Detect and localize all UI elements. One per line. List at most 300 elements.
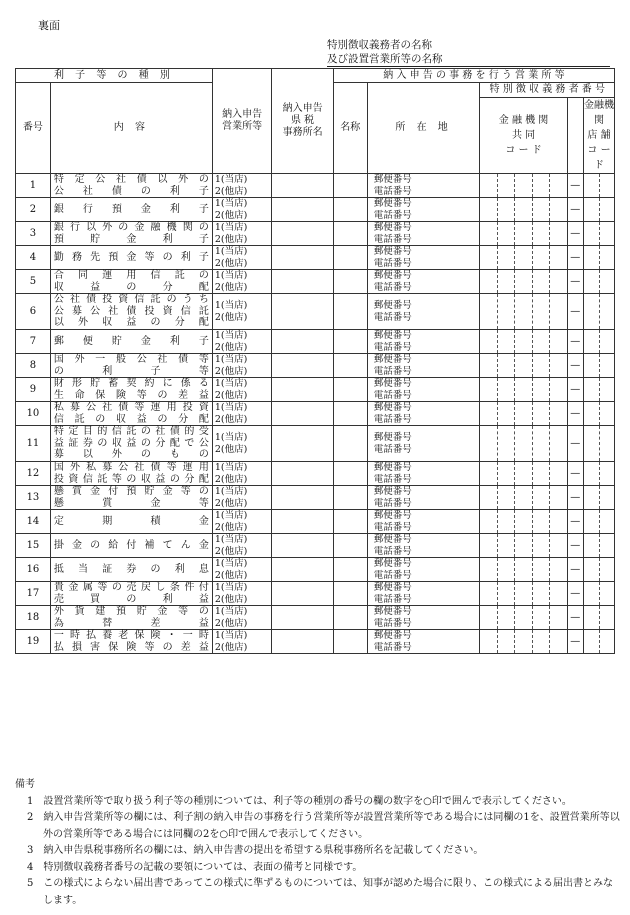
- bank-common-code-digit[interactable]: [515, 630, 532, 654]
- row-number: 2: [16, 198, 51, 222]
- bank-branch-code-digit[interactable]: [584, 330, 600, 354]
- office-name-cell[interactable]: [333, 534, 367, 558]
- office-name-cell[interactable]: [333, 174, 367, 198]
- bank-common-code-digit[interactable]: [515, 354, 532, 378]
- tax-office-cell[interactable]: [272, 606, 334, 630]
- filing-office-cell[interactable]: 1(当店) 2(他店): [212, 486, 271, 510]
- bank-common-code-digit[interactable]: [515, 174, 532, 198]
- bank-branch-code-digit[interactable]: [600, 426, 615, 462]
- bank-branch-code-digit[interactable]: [600, 534, 615, 558]
- row-content: 勤務先預金等の利子: [50, 246, 212, 270]
- bank-common-code-digit[interactable]: [532, 582, 549, 606]
- tax-office-cell[interactable]: [272, 558, 334, 582]
- row-content: 一時払養老保険・一時 払損害保険等の差益: [50, 630, 212, 654]
- row-content: 外 貨 建 預 貯 金 等 の 為 替 差 益: [50, 606, 212, 630]
- code-separator: —: [567, 606, 583, 630]
- table-row: [16, 486, 615, 510]
- bank-common-code-digit[interactable]: [497, 198, 514, 222]
- bank-common-code-digit[interactable]: [515, 198, 532, 222]
- agent-office-label: 及び設置営業所等の名称: [327, 53, 610, 68]
- bank-branch-code-digit[interactable]: [584, 582, 600, 606]
- bank-branch-code-digit[interactable]: [584, 558, 600, 582]
- office-name-cell[interactable]: [333, 486, 367, 510]
- row-number: 5: [16, 270, 51, 294]
- bank-common-code-digit[interactable]: [480, 402, 497, 426]
- bank-branch-code-digit[interactable]: [600, 174, 615, 198]
- row-content: 掛金の給付補てん金: [50, 534, 212, 558]
- table-row: [16, 426, 615, 462]
- row-number: 6: [16, 294, 51, 330]
- bank-branch-code-digit[interactable]: [584, 630, 600, 654]
- code-separator: —: [567, 534, 583, 558]
- tax-office-cell[interactable]: [272, 462, 334, 486]
- bank-branch-code-digit[interactable]: [584, 426, 600, 462]
- row-number: 16: [16, 558, 51, 582]
- table-row: [16, 330, 615, 354]
- bank-common-code-digit[interactable]: [550, 558, 567, 582]
- bank-common-code-digit[interactable]: [480, 354, 497, 378]
- bank-common-code-digit[interactable]: [515, 222, 532, 246]
- bank-common-code-digit[interactable]: [515, 510, 532, 534]
- location-cell[interactable]: 郵便番号 電話番号: [367, 462, 480, 486]
- code-separator: —: [567, 486, 583, 510]
- bank-branch-code-digit[interactable]: [600, 198, 615, 222]
- bank-branch-code-digit[interactable]: [600, 294, 615, 330]
- note-item: 2 納入申告営業所等の欄には、利子割の納入申告の事務を行う営業所等が設置営業所等である場合には同欄の1を、設置営業所等以外の営業所等である場合には同欄の2を○印で囲んで表示してください。: [27, 812, 620, 840]
- bank-common-code-digit[interactable]: [480, 270, 497, 294]
- bank-branch-code-digit[interactable]: [600, 462, 615, 486]
- table-row: [16, 630, 615, 654]
- row-content: 銀 行 預 金 利 子: [50, 198, 212, 222]
- bank-common-code-digit[interactable]: [497, 294, 514, 330]
- row-content: 郵 便 貯 金 利 子: [50, 330, 212, 354]
- filing-office-cell[interactable]: 1(当店) 2(他店): [212, 630, 271, 654]
- location-cell[interactable]: 郵便番号 電話番号: [367, 486, 480, 510]
- office-group-header: 納 入 申 告 の 事 務 を 行 う 営 業 所 等: [333, 69, 614, 83]
- bank-common-code-digit[interactable]: [550, 174, 567, 198]
- bank-common-code-digit[interactable]: [550, 582, 567, 606]
- bank-common-code-digit[interactable]: [515, 270, 532, 294]
- bank-common-code-digit[interactable]: [480, 198, 497, 222]
- code-separator: —: [567, 558, 583, 582]
- tax-office-cell[interactable]: [272, 510, 334, 534]
- bank-common-code-digit[interactable]: [480, 462, 497, 486]
- bank-branch-code-digit[interactable]: [600, 222, 615, 246]
- row-content: 定 期 積 金: [50, 510, 212, 534]
- location-cell[interactable]: 郵便番号 電話番号: [367, 354, 480, 378]
- row-number: 17: [16, 582, 51, 606]
- row-number: 7: [16, 330, 51, 354]
- tax-office-cell[interactable]: [272, 402, 334, 426]
- office-name-cell[interactable]: [333, 198, 367, 222]
- tax-office-cell[interactable]: [272, 198, 334, 222]
- bank-common-code-digit[interactable]: [480, 246, 497, 270]
- bank-common-code-digit[interactable]: [515, 426, 532, 462]
- notes-section: [15, 777, 620, 909]
- row-content: 公社債投資信託のうち 公募公社債投資信託 以 外 収 益 の 分 配: [50, 294, 212, 330]
- filing-office-cell[interactable]: 1(当店) 2(他店): [212, 402, 271, 426]
- bank-common-code-digit[interactable]: [532, 354, 549, 378]
- agent-name-label: 特別徴収義務者の名称: [327, 39, 432, 51]
- bank-common-code-digit[interactable]: [480, 378, 497, 402]
- location-cell[interactable]: 郵便番号 電話番号: [367, 174, 480, 198]
- content-header: 内 容: [50, 83, 212, 174]
- office-name-cell[interactable]: [333, 582, 367, 606]
- location-cell[interactable]: 郵便番号 電話番号: [367, 534, 480, 558]
- table-row: [16, 378, 615, 402]
- tax-office-cell[interactable]: [272, 486, 334, 510]
- row-content: 合 同 運 用 信 託 の 収 益 の 分 配: [50, 270, 212, 294]
- location-cell[interactable]: 郵便番号 電話番号: [367, 582, 480, 606]
- row-number: 8: [16, 354, 51, 378]
- bank-common-code-digit[interactable]: [480, 510, 497, 534]
- bank-common-code-digit[interactable]: [550, 354, 567, 378]
- table-row: [16, 558, 615, 582]
- bank-branch-code-digit[interactable]: [600, 378, 615, 402]
- location-cell[interactable]: 郵便番号 電話番号: [367, 246, 480, 270]
- bank-common-code-digit[interactable]: [497, 462, 514, 486]
- bank-common-code-digit[interactable]: [532, 486, 549, 510]
- bank-common-code-digit[interactable]: [532, 606, 549, 630]
- notes-title: 備考: [15, 779, 35, 790]
- table-row: [16, 174, 615, 198]
- bank-branch-code-digit[interactable]: [584, 486, 600, 510]
- filing-office-cell[interactable]: 1(当店) 2(他店): [212, 378, 271, 402]
- bank-common-code-header: 金 融 機 関 共 同 コ ー ド: [480, 98, 567, 174]
- code-separator: —: [567, 354, 583, 378]
- bank-branch-code-digit[interactable]: [584, 510, 600, 534]
- bank-common-code-digit[interactable]: [550, 534, 567, 558]
- agent-name-block: [327, 39, 610, 67]
- row-number: 12: [16, 462, 51, 486]
- note-item: 3 納入申告県税事務所名の欄には、納入申告書の提出を希望する県税事務所名を記載してください。: [27, 845, 484, 856]
- bank-common-code-digit[interactable]: [497, 246, 514, 270]
- table-row: [16, 402, 615, 426]
- code-separator: —: [567, 198, 583, 222]
- row-number: 3: [16, 222, 51, 246]
- bank-common-code-digit[interactable]: [480, 486, 497, 510]
- row-number: 14: [16, 510, 51, 534]
- bank-common-code-digit[interactable]: [550, 330, 567, 354]
- bank-branch-code-digit[interactable]: [584, 402, 600, 426]
- bank-common-code-digit[interactable]: [497, 378, 514, 402]
- filing-office-header: 納入申告 営業所等: [212, 69, 271, 174]
- bank-common-code-digit[interactable]: [515, 378, 532, 402]
- bank-common-code-digit[interactable]: [480, 222, 497, 246]
- note-item: 1 設置営業所等で取り扱う利子等の種別については、利子等の種別の番号の欄の数字を○印で囲んで表示してください。: [27, 795, 572, 807]
- bank-branch-code-digit[interactable]: [600, 582, 615, 606]
- bank-common-code-digit[interactable]: [550, 462, 567, 486]
- code-separator: —: [567, 426, 583, 462]
- bank-common-code-digit[interactable]: [532, 270, 549, 294]
- bank-common-code-digit[interactable]: [515, 606, 532, 630]
- bank-common-code-digit[interactable]: [497, 222, 514, 246]
- code-separator: —: [567, 294, 583, 330]
- bank-branch-code-digit[interactable]: [600, 330, 615, 354]
- office-name-cell[interactable]: [333, 330, 367, 354]
- location-cell[interactable]: 郵便番号 電話番号: [367, 198, 480, 222]
- bank-branch-code-digit[interactable]: [600, 354, 615, 378]
- code-separator: —: [567, 378, 583, 402]
- tax-office-cell[interactable]: [272, 354, 334, 378]
- table-row: [16, 294, 615, 330]
- bank-branch-code-digit[interactable]: [584, 174, 600, 198]
- tax-office-cell[interactable]: [272, 174, 334, 198]
- bank-common-code-digit[interactable]: [550, 294, 567, 330]
- office-name-header: 名称: [333, 83, 367, 174]
- bank-common-code-digit[interactable]: [480, 558, 497, 582]
- bank-common-code-digit[interactable]: [532, 174, 549, 198]
- filing-office-cell[interactable]: 1(当店) 2(他店): [212, 294, 271, 330]
- bank-common-code-digit[interactable]: [497, 486, 514, 510]
- interest-type-group-header: 利 子 等 の 種 別: [16, 69, 213, 83]
- bank-branch-code-digit[interactable]: [584, 222, 600, 246]
- bank-common-code-digit[interactable]: [550, 402, 567, 426]
- row-number: 9: [16, 378, 51, 402]
- table-row: [16, 198, 615, 222]
- row-number: 10: [16, 402, 51, 426]
- bank-branch-code-digit[interactable]: [584, 198, 600, 222]
- office-name-cell[interactable]: [333, 222, 367, 246]
- bank-branch-code-digit[interactable]: [600, 630, 615, 654]
- bank-common-code-digit[interactable]: [515, 534, 532, 558]
- filing-office-cell[interactable]: 1(当店) 2(他店): [212, 222, 271, 246]
- row-number: 11: [16, 426, 51, 462]
- bank-common-code-digit[interactable]: [480, 534, 497, 558]
- interest-type-rows: [16, 174, 615, 654]
- location-cell[interactable]: 郵便番号 電話番号: [367, 510, 480, 534]
- location-cell[interactable]: 郵便番号 電話番号: [367, 270, 480, 294]
- back-side-label: 裏面: [38, 19, 60, 32]
- bank-common-code-digit[interactable]: [497, 630, 514, 654]
- bank-branch-code-digit[interactable]: [600, 486, 615, 510]
- office-name-cell[interactable]: [333, 402, 367, 426]
- row-content: 私募公社債等運用投資 信託の収益の分配: [50, 402, 212, 426]
- office-name-cell[interactable]: [333, 510, 367, 534]
- row-content: 懸賞金付預貯金等の 懸 賞 金 等: [50, 486, 212, 510]
- office-name-cell[interactable]: [333, 246, 367, 270]
- bank-common-code-digit[interactable]: [497, 330, 514, 354]
- tax-office-cell[interactable]: [272, 378, 334, 402]
- code-separator: —: [567, 222, 583, 246]
- location-cell[interactable]: 郵便番号 電話番号: [367, 606, 480, 630]
- table-row: [16, 510, 615, 534]
- row-number: 1: [16, 174, 51, 198]
- bank-common-code-digit[interactable]: [480, 606, 497, 630]
- bank-common-code-digit[interactable]: [532, 294, 549, 330]
- row-content: 国 外 一 般 公 社 債 等 の 利 子 等: [50, 354, 212, 378]
- bank-branch-code-digit[interactable]: [600, 558, 615, 582]
- bank-branch-code-digit[interactable]: [584, 378, 600, 402]
- location-cell[interactable]: 郵便番号 電話番号: [367, 222, 480, 246]
- tax-office-header: 納入申告 県 税 事務所名: [272, 69, 334, 174]
- office-name-cell[interactable]: [333, 378, 367, 402]
- bank-common-code-digit[interactable]: [497, 270, 514, 294]
- bank-common-code-digit[interactable]: [515, 486, 532, 510]
- bank-common-code-digit[interactable]: [532, 462, 549, 486]
- row-content: 貴金属等の売戻し条件付 売 買 の 利 益: [50, 582, 212, 606]
- bank-branch-code-digit[interactable]: [600, 606, 615, 630]
- bank-common-code-digit[interactable]: [532, 558, 549, 582]
- filing-office-cell[interactable]: 1(当店) 2(他店): [212, 330, 271, 354]
- bank-branch-code-digit[interactable]: [600, 270, 615, 294]
- office-name-cell[interactable]: [333, 270, 367, 294]
- row-number: 4: [16, 246, 51, 270]
- bank-common-code-digit[interactable]: [497, 606, 514, 630]
- bank-common-code-digit[interactable]: [550, 222, 567, 246]
- tax-office-cell[interactable]: [272, 246, 334, 270]
- filing-office-cell[interactable]: 1(当店) 2(他店): [212, 270, 271, 294]
- bank-branch-code-digit[interactable]: [600, 402, 615, 426]
- tax-office-cell[interactable]: [272, 270, 334, 294]
- bank-common-code-digit[interactable]: [497, 582, 514, 606]
- bank-common-code-digit[interactable]: [515, 462, 532, 486]
- bank-branch-code-digit[interactable]: [584, 606, 600, 630]
- bank-common-code-digit[interactable]: [532, 222, 549, 246]
- bank-branch-code-digit[interactable]: [584, 294, 600, 330]
- row-number: 13: [16, 486, 51, 510]
- bank-branch-code-digit[interactable]: [584, 534, 600, 558]
- office-name-cell[interactable]: [333, 294, 367, 330]
- location-cell[interactable]: 郵便番号 電話番号: [367, 558, 480, 582]
- agent-number-header: 特 別 徴 収 義 務 者 番 号: [480, 83, 615, 98]
- code-separator: —: [567, 630, 583, 654]
- tax-office-cell[interactable]: [272, 630, 334, 654]
- table-row: [16, 222, 615, 246]
- bank-common-code-digit[interactable]: [550, 198, 567, 222]
- bank-common-code-digit[interactable]: [497, 558, 514, 582]
- filing-office-cell[interactable]: 1(当店) 2(他店): [212, 198, 271, 222]
- bank-branch-code-digit[interactable]: [600, 510, 615, 534]
- bank-common-code-digit[interactable]: [532, 246, 549, 270]
- tax-office-cell[interactable]: [272, 582, 334, 606]
- number-header: 番号: [16, 83, 51, 174]
- code-separator: —: [567, 330, 583, 354]
- bank-common-code-digit[interactable]: [480, 630, 497, 654]
- location-cell[interactable]: 郵便番号 電話番号: [367, 294, 480, 330]
- row-number: 15: [16, 534, 51, 558]
- row-content: 特定公社債以外の 公 社 債 の 利 子: [50, 174, 212, 198]
- bank-common-code-digit[interactable]: [515, 558, 532, 582]
- filing-office-cell[interactable]: 1(当店) 2(他店): [212, 558, 271, 582]
- bank-common-code-digit[interactable]: [532, 198, 549, 222]
- tax-office-cell[interactable]: [272, 330, 334, 354]
- bank-common-code-digit[interactable]: [550, 486, 567, 510]
- filing-office-cell[interactable]: 1(当店) 2(他店): [212, 510, 271, 534]
- location-cell[interactable]: 郵便番号 電話番号: [367, 330, 480, 354]
- bank-common-code-digit[interactable]: [480, 174, 497, 198]
- bank-common-code-digit[interactable]: [497, 354, 514, 378]
- bank-common-code-digit[interactable]: [532, 534, 549, 558]
- bank-common-code-digit[interactable]: [550, 510, 567, 534]
- row-content: 銀行以外の金融機関の 預 貯 金 利 子: [50, 222, 212, 246]
- office-name-cell[interactable]: [333, 558, 367, 582]
- office-name-cell[interactable]: [333, 462, 367, 486]
- table-row: [16, 462, 615, 486]
- filing-office-cell[interactable]: 1(当店) 2(他店): [212, 354, 271, 378]
- code-separator: —: [567, 402, 583, 426]
- location-header: 所 在 地: [367, 83, 480, 174]
- bank-branch-code-digit[interactable]: [584, 462, 600, 486]
- bank-common-code-digit[interactable]: [550, 246, 567, 270]
- bank-common-code-digit[interactable]: [515, 294, 532, 330]
- filing-office-cell[interactable]: 1(当店) 2(他店): [212, 426, 271, 462]
- bank-common-code-digit[interactable]: [497, 510, 514, 534]
- tax-office-cell[interactable]: [272, 294, 334, 330]
- bank-common-code-digit[interactable]: [532, 402, 549, 426]
- bank-common-code-digit[interactable]: [480, 294, 497, 330]
- bank-common-code-digit[interactable]: [550, 270, 567, 294]
- bank-common-code-digit[interactable]: [497, 426, 514, 462]
- bank-branch-code-digit[interactable]: [584, 270, 600, 294]
- bank-common-code-digit[interactable]: [532, 630, 549, 654]
- office-name-cell[interactable]: [333, 630, 367, 654]
- bank-common-code-digit[interactable]: [532, 378, 549, 402]
- bank-branch-code-header: 金融機関 店 舗 コ ー ド: [584, 98, 615, 174]
- table-row: [16, 534, 615, 558]
- bank-common-code-digit[interactable]: [532, 510, 549, 534]
- bank-branch-code-digit[interactable]: [584, 246, 600, 270]
- bank-common-code-digit[interactable]: [480, 426, 497, 462]
- bank-common-code-digit[interactable]: [550, 630, 567, 654]
- interest-type-table: [15, 68, 615, 654]
- code-separator: —: [567, 510, 583, 534]
- row-number: 19: [16, 630, 51, 654]
- bank-common-code-digit[interactable]: [550, 426, 567, 462]
- bank-common-code-digit[interactable]: [480, 330, 497, 354]
- code-separator: —: [567, 174, 583, 198]
- note-item: 4 特別徴収義務者番号の記載の要領については、表面の備考と同様です。: [27, 861, 363, 873]
- bank-common-code-digit[interactable]: [515, 246, 532, 270]
- location-cell[interactable]: 郵便番号 電話番号: [367, 402, 480, 426]
- code-separator: —: [567, 462, 583, 486]
- filing-office-cell[interactable]: 1(当店) 2(他店): [212, 462, 271, 486]
- location-cell[interactable]: 郵便番号 電話番号: [367, 378, 480, 402]
- filing-office-cell[interactable]: 1(当店) 2(他店): [212, 246, 271, 270]
- bank-common-code-digit[interactable]: [497, 402, 514, 426]
- row-content: 特定目的信託の社債的受 益証券の収益の分配で公 募 以 外 の も の: [50, 426, 212, 462]
- bank-branch-code-digit[interactable]: [584, 354, 600, 378]
- bank-common-code-digit[interactable]: [515, 402, 532, 426]
- office-name-cell[interactable]: [333, 426, 367, 462]
- filing-office-cell[interactable]: 1(当店) 2(他店): [212, 606, 271, 630]
- bank-common-code-digit[interactable]: [550, 378, 567, 402]
- bank-common-code-digit[interactable]: [515, 330, 532, 354]
- bank-common-code-digit[interactable]: [532, 330, 549, 354]
- filing-office-cell[interactable]: 1(当店) 2(他店): [212, 582, 271, 606]
- row-content: 国外私募公社債等運用 投資信託等の収益の分配: [50, 462, 212, 486]
- bank-common-code-digit[interactable]: [497, 534, 514, 558]
- bank-common-code-digit[interactable]: [497, 174, 514, 198]
- filing-office-cell[interactable]: 1(当店) 2(他店): [212, 174, 271, 198]
- location-cell[interactable]: 郵便番号 電話番号: [367, 426, 480, 462]
- bank-common-code-digit[interactable]: [480, 582, 497, 606]
- filing-office-cell[interactable]: 1(当店) 2(他店): [212, 534, 271, 558]
- tax-office-cell[interactable]: [272, 426, 334, 462]
- table-row: [16, 270, 615, 294]
- tax-office-cell[interactable]: [272, 222, 334, 246]
- bank-common-code-digit[interactable]: [532, 426, 549, 462]
- table-row: [16, 606, 615, 630]
- row-content: 財形貯蓄契約に係る 生命保険等の差益: [50, 378, 212, 402]
- office-name-cell[interactable]: [333, 354, 367, 378]
- location-cell[interactable]: 郵便番号 電話番号: [367, 630, 480, 654]
- bank-branch-code-digit[interactable]: [600, 246, 615, 270]
- office-name-cell[interactable]: [333, 606, 367, 630]
- bank-common-code-digit[interactable]: [515, 582, 532, 606]
- bank-common-code-digit[interactable]: [550, 606, 567, 630]
- tax-office-cell[interactable]: [272, 534, 334, 558]
